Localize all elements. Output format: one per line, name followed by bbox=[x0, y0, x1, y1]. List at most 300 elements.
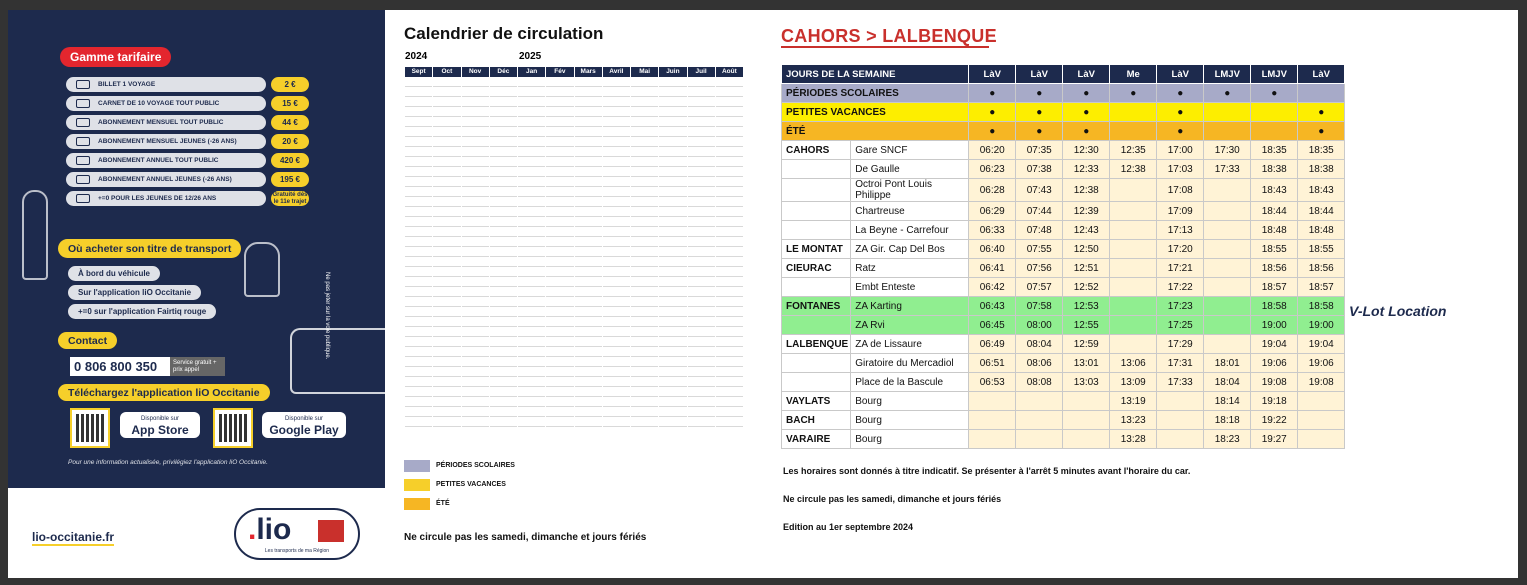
city-cell bbox=[782, 278, 851, 297]
time-cell: 19:04 bbox=[1251, 335, 1298, 354]
time-cell: 06:20 bbox=[969, 141, 1016, 160]
time-cell bbox=[1204, 179, 1251, 202]
city-cell: VARAIRE bbox=[782, 430, 851, 449]
period-row bbox=[782, 84, 1345, 103]
stop-cell: Place de la Bascule bbox=[851, 373, 969, 392]
year-label: 2025 bbox=[519, 51, 542, 62]
month-header: Avril bbox=[603, 67, 631, 77]
qr-code-googleplay[interactable] bbox=[213, 408, 253, 448]
time-cell bbox=[1063, 411, 1110, 430]
time-cell bbox=[1110, 297, 1157, 316]
stop-cell: ZA Karting bbox=[851, 297, 969, 316]
vertical-notice: Ne pas jeter sur la voie publique. bbox=[324, 272, 330, 360]
time-cell: 07:58 bbox=[1016, 297, 1063, 316]
time-cell: 08:06 bbox=[1016, 354, 1063, 373]
month-column bbox=[716, 77, 744, 434]
where-heading: Où acheter son titre de transport bbox=[58, 239, 241, 258]
city-cell bbox=[782, 221, 851, 240]
tariff-label: ABONNEMENT ANNUEL TOUT PUBLIC bbox=[66, 153, 266, 168]
month-header: Déc bbox=[490, 67, 518, 77]
tariff-label: ABONNEMENT MENSUEL TOUT PUBLIC bbox=[66, 115, 266, 130]
time-cell: 17:13 bbox=[1157, 221, 1204, 240]
time-cell: 06:29 bbox=[969, 202, 1016, 221]
time-cell bbox=[1298, 430, 1345, 449]
stop-cell: La Beyne - Carrefour bbox=[851, 221, 969, 240]
time-cell: 07:43 bbox=[1016, 179, 1063, 202]
time-cell: 07:48 bbox=[1016, 221, 1063, 240]
time-cell: 18:38 bbox=[1298, 160, 1345, 179]
time-cell: 18:23 bbox=[1204, 430, 1251, 449]
time-cell: 19:27 bbox=[1251, 430, 1298, 449]
tariff-label: +=0 POUR LES JEUNES DE 12/26 ANS bbox=[66, 191, 266, 206]
tariff-heading: Gamme tarifaire bbox=[60, 47, 171, 67]
time-cell: 18:55 bbox=[1298, 240, 1345, 259]
stop-row bbox=[782, 278, 1345, 297]
period-dot: ● bbox=[1063, 122, 1110, 141]
time-cell: 18:35 bbox=[1251, 141, 1298, 160]
download-heading: Téléchargez l'application liO Occitanie bbox=[58, 384, 270, 401]
time-cell: 13:01 bbox=[1063, 354, 1110, 373]
time-cell bbox=[1157, 392, 1204, 411]
time-cell: 18:48 bbox=[1298, 221, 1345, 240]
tariff-price: 195 € bbox=[271, 172, 309, 187]
tariff-row bbox=[66, 77, 309, 92]
time-cell: 12:33 bbox=[1063, 160, 1110, 179]
time-cell: 06:23 bbox=[969, 160, 1016, 179]
qr-code-appstore[interactable] bbox=[70, 408, 110, 448]
stop-cell: ZA Gir. Cap Del Bos bbox=[851, 240, 969, 259]
tariff-label: BILLET 1 VOYAGE bbox=[66, 77, 266, 92]
stop-row bbox=[782, 179, 1345, 202]
month-header: Nov bbox=[462, 67, 490, 77]
city-cell: CIEURAC bbox=[782, 259, 851, 278]
stop-cell: ZA Rvi bbox=[851, 316, 969, 335]
month-header: Oct bbox=[433, 67, 461, 77]
lio-logo-text: .lio bbox=[248, 513, 292, 546]
stop-row bbox=[782, 202, 1345, 221]
time-cell: 19:06 bbox=[1251, 354, 1298, 373]
time-cell: 06:33 bbox=[969, 221, 1016, 240]
time-cell bbox=[1204, 221, 1251, 240]
lio-logo-subtitle: Les transports de ma Région bbox=[264, 548, 330, 554]
city-cell bbox=[782, 354, 851, 373]
tariff-row bbox=[66, 191, 309, 206]
tariff-price: Gratuité dès le 11e trajet bbox=[272, 191, 308, 205]
time-cell: 07:57 bbox=[1016, 278, 1063, 297]
month-header: Fév bbox=[546, 67, 574, 77]
stop-cell: ZA de Lissaure bbox=[851, 335, 969, 354]
tariff-row bbox=[66, 96, 309, 111]
time-cell: 12:52 bbox=[1063, 278, 1110, 297]
calendar-footer: Ne circule pas les samedi, dimanche et jours fériés bbox=[404, 532, 647, 543]
time-cell: 18:58 bbox=[1251, 297, 1298, 316]
month-column bbox=[433, 77, 461, 434]
tariff-price: 420 € bbox=[271, 153, 309, 168]
time-cell bbox=[1110, 278, 1157, 297]
time-cell: 19:04 bbox=[1298, 335, 1345, 354]
calendar-title: Calendrier de circulation bbox=[404, 24, 604, 43]
time-cell: 18:01 bbox=[1204, 354, 1251, 373]
period-dot: ● bbox=[1016, 122, 1063, 141]
phone-box bbox=[70, 357, 225, 376]
time-cell: 17:08 bbox=[1157, 179, 1204, 202]
time-cell: 18:04 bbox=[1204, 373, 1251, 392]
period-dot: ● bbox=[1016, 84, 1063, 103]
header-cell: LMJV bbox=[1251, 65, 1298, 84]
period-dot bbox=[1110, 122, 1157, 141]
timetable-note: Les horaires sont donnés à titre indicatif. Se présenter à l'arrêt 5 minutes avant l'horaire du car. bbox=[783, 466, 1191, 476]
appstore-label: App Store bbox=[131, 423, 189, 437]
route-title: CAHORS > LALBENQUE bbox=[781, 26, 997, 46]
city-cell bbox=[782, 202, 851, 221]
header-cell: LàV bbox=[969, 65, 1016, 84]
time-cell: 12:55 bbox=[1063, 316, 1110, 335]
stop-row bbox=[782, 373, 1345, 392]
time-cell bbox=[1110, 221, 1157, 240]
info-note: Pour une information actualisée, privilégiez l'application liO Occitanie. bbox=[68, 459, 268, 466]
time-cell: 06:51 bbox=[969, 354, 1016, 373]
time-cell: 06:41 bbox=[969, 259, 1016, 278]
period-label: PÉRIODES SCOLAIRES bbox=[782, 84, 969, 103]
period-dot: ● bbox=[1298, 103, 1345, 122]
tariff-label: ABONNEMENT MENSUEL JEUNES (-26 ANS) bbox=[66, 134, 266, 149]
period-dot: ● bbox=[1298, 122, 1345, 141]
time-cell bbox=[1157, 430, 1204, 449]
time-cell: 08:08 bbox=[1016, 373, 1063, 392]
youth-icon bbox=[76, 175, 90, 184]
timetable-header bbox=[782, 65, 1345, 84]
traveler-illustration bbox=[22, 190, 48, 280]
city-cell: LE MONTAT bbox=[782, 240, 851, 259]
phone-number[interactable]: 0 806 800 350 bbox=[74, 359, 158, 374]
header-cell: LàV bbox=[1063, 65, 1110, 84]
tariff-row bbox=[66, 115, 309, 130]
tariff-row bbox=[66, 153, 309, 168]
month-header: Août bbox=[716, 67, 744, 77]
month-column bbox=[659, 77, 687, 434]
month-column bbox=[462, 77, 490, 434]
time-cell bbox=[1016, 430, 1063, 449]
card-icon bbox=[76, 194, 90, 203]
calendar-grid bbox=[405, 67, 744, 434]
city-cell: FONTANES bbox=[782, 297, 851, 316]
website-link[interactable]: lio-occitanie.fr bbox=[32, 530, 115, 544]
header-cell: Me bbox=[1110, 65, 1157, 84]
appstore-button[interactable] bbox=[120, 412, 200, 438]
time-cell bbox=[1204, 278, 1251, 297]
period-dot: ● bbox=[1157, 84, 1204, 103]
time-cell bbox=[1016, 392, 1063, 411]
stop-row bbox=[782, 141, 1345, 160]
time-cell: 18:38 bbox=[1251, 160, 1298, 179]
period-row bbox=[782, 122, 1345, 141]
month-column bbox=[405, 77, 433, 434]
stop-cell: Octroi Pont Louis Philippe bbox=[851, 179, 969, 202]
period-dot bbox=[1110, 103, 1157, 122]
time-cell: 12:50 bbox=[1063, 240, 1110, 259]
googleplay-label: Google Play bbox=[269, 423, 339, 437]
timetable bbox=[781, 64, 1345, 449]
month-header: Sept bbox=[405, 67, 433, 77]
time-cell: 07:44 bbox=[1016, 202, 1063, 221]
tariff-label: ABONNEMENT ANNUEL JEUNES (-26 ANS) bbox=[66, 172, 266, 187]
time-cell bbox=[1298, 392, 1345, 411]
time-cell: 12:51 bbox=[1063, 259, 1110, 278]
time-cell: 08:04 bbox=[1016, 335, 1063, 354]
legend-label: PÉRIODES SCOLAIRES bbox=[436, 462, 515, 469]
time-cell: 12:35 bbox=[1110, 141, 1157, 160]
city-cell bbox=[782, 179, 851, 202]
time-cell bbox=[1204, 335, 1251, 354]
where-item: +=0 sur l'application Fairtiq rouge bbox=[68, 304, 216, 319]
time-cell: 13:09 bbox=[1110, 373, 1157, 392]
timetable-note: Ne circule pas les samedi, dimanche et jours fériés bbox=[783, 494, 1002, 504]
period-dot: ● bbox=[1251, 84, 1298, 103]
city-cell bbox=[782, 373, 851, 392]
timetable-note: Edition au 1er septembre 2024 bbox=[783, 522, 914, 532]
time-cell: 08:00 bbox=[1016, 316, 1063, 335]
time-cell: 17:09 bbox=[1157, 202, 1204, 221]
header-cell: LàV bbox=[1016, 65, 1063, 84]
stop-cell: Chartreuse bbox=[851, 202, 969, 221]
period-dot: ● bbox=[969, 84, 1016, 103]
month-column bbox=[603, 77, 631, 434]
where-item: À bord du véhicule bbox=[68, 266, 160, 281]
contact-heading: Contact bbox=[58, 332, 117, 349]
time-cell: 19:00 bbox=[1251, 316, 1298, 335]
time-cell bbox=[1204, 259, 1251, 278]
time-cell: 18:57 bbox=[1298, 278, 1345, 297]
time-cell: 17:25 bbox=[1157, 316, 1204, 335]
stop-row bbox=[782, 240, 1345, 259]
header-cell: LàV bbox=[1298, 65, 1345, 84]
stop-row bbox=[782, 160, 1345, 179]
month-column bbox=[631, 77, 659, 434]
time-cell bbox=[1110, 202, 1157, 221]
tariff-price: 15 € bbox=[271, 96, 309, 111]
month-header: Mars bbox=[575, 67, 603, 77]
period-dot: ● bbox=[1063, 103, 1110, 122]
time-cell: 06:40 bbox=[969, 240, 1016, 259]
tariff-price: 44 € bbox=[271, 115, 309, 130]
lio-logo bbox=[234, 508, 360, 560]
time-cell bbox=[1204, 316, 1251, 335]
leaflet-page bbox=[8, 10, 1518, 578]
time-cell bbox=[1204, 297, 1251, 316]
time-cell: 17:33 bbox=[1204, 160, 1251, 179]
time-cell: 06:45 bbox=[969, 316, 1016, 335]
period-dot: ● bbox=[969, 122, 1016, 141]
time-cell: 17:31 bbox=[1157, 354, 1204, 373]
header-cell: JOURS DE LA SEMAINE bbox=[782, 65, 969, 84]
legend-swatch-vacances bbox=[404, 479, 430, 491]
time-cell: 12:43 bbox=[1063, 221, 1110, 240]
time-cell: 06:28 bbox=[969, 179, 1016, 202]
header-cell: LMJV bbox=[1204, 65, 1251, 84]
googleplay-small-label: Disponible sur bbox=[284, 416, 324, 422]
month-header: Juil bbox=[688, 67, 716, 77]
month-column bbox=[518, 77, 546, 434]
stop-cell: De Gaulle bbox=[851, 160, 969, 179]
time-cell: 17:33 bbox=[1157, 373, 1204, 392]
time-cell bbox=[1110, 316, 1157, 335]
card-icon bbox=[76, 156, 90, 165]
time-cell: 18:44 bbox=[1298, 202, 1345, 221]
legend-swatch-ete bbox=[404, 498, 430, 510]
city-cell: VAYLATS bbox=[782, 392, 851, 411]
time-cell: 19:06 bbox=[1298, 354, 1345, 373]
region-logo bbox=[318, 520, 344, 542]
time-cell: 06:49 bbox=[969, 335, 1016, 354]
time-cell: 17:30 bbox=[1204, 141, 1251, 160]
time-cell bbox=[1063, 430, 1110, 449]
time-cell: 19:22 bbox=[1251, 411, 1298, 430]
time-cell: 18:44 bbox=[1251, 202, 1298, 221]
time-cell: 12:30 bbox=[1063, 141, 1110, 160]
card-icon bbox=[76, 118, 90, 127]
stop-row bbox=[782, 411, 1345, 430]
stop-row bbox=[782, 316, 1345, 335]
legend-label: PETITES VACANCES bbox=[436, 481, 506, 488]
period-dot: ● bbox=[1204, 84, 1251, 103]
period-dot bbox=[1204, 122, 1251, 141]
period-dot bbox=[1251, 103, 1298, 122]
tariff-price: 2 € bbox=[271, 77, 309, 92]
stop-row bbox=[782, 297, 1345, 316]
period-dot: ● bbox=[1063, 84, 1110, 103]
time-cell: 17:29 bbox=[1157, 335, 1204, 354]
period-dot: ● bbox=[1157, 122, 1204, 141]
time-cell: 17:03 bbox=[1157, 160, 1204, 179]
month-column bbox=[688, 77, 716, 434]
stop-cell: Bourg bbox=[851, 411, 969, 430]
time-cell bbox=[1110, 179, 1157, 202]
stop-row bbox=[782, 430, 1345, 449]
stop-row bbox=[782, 354, 1345, 373]
city-cell bbox=[782, 160, 851, 179]
calendar-days bbox=[405, 77, 744, 434]
time-cell: 18:48 bbox=[1251, 221, 1298, 240]
time-cell: 13:28 bbox=[1110, 430, 1157, 449]
time-cell bbox=[1110, 259, 1157, 278]
time-cell: 18:14 bbox=[1204, 392, 1251, 411]
time-cell: 18:35 bbox=[1298, 141, 1345, 160]
time-cell: 07:38 bbox=[1016, 160, 1063, 179]
time-cell: 18:57 bbox=[1251, 278, 1298, 297]
tariff-list bbox=[66, 77, 309, 210]
ticket-book-icon bbox=[76, 99, 90, 108]
time-cell bbox=[1298, 411, 1345, 430]
time-cell: 18:18 bbox=[1204, 411, 1251, 430]
elderly-couple-illustration bbox=[244, 242, 280, 297]
time-cell bbox=[1110, 240, 1157, 259]
year-label: 2024 bbox=[405, 51, 428, 62]
time-cell: 17:20 bbox=[1157, 240, 1204, 259]
period-dot bbox=[1204, 103, 1251, 122]
month-column bbox=[490, 77, 518, 434]
time-cell: 17:22 bbox=[1157, 278, 1204, 297]
month-header: Mai bbox=[631, 67, 659, 77]
time-cell: 18:58 bbox=[1298, 297, 1345, 316]
time-cell bbox=[1016, 411, 1063, 430]
period-dot bbox=[1298, 84, 1345, 103]
month-header: Jan bbox=[518, 67, 546, 77]
legend-swatch-scolaire bbox=[404, 460, 430, 472]
time-cell: 18:55 bbox=[1251, 240, 1298, 259]
calendar-month-header bbox=[405, 67, 744, 77]
header-cell: LàV bbox=[1157, 65, 1204, 84]
time-cell bbox=[1063, 392, 1110, 411]
info-panel bbox=[8, 10, 385, 488]
stop-cell: Embt Enteste bbox=[851, 278, 969, 297]
time-cell: 18:56 bbox=[1251, 259, 1298, 278]
stop-row bbox=[782, 259, 1345, 278]
time-cell: 18:56 bbox=[1298, 259, 1345, 278]
stop-cell: Ratz bbox=[851, 259, 969, 278]
period-row bbox=[782, 103, 1345, 122]
tariff-price: 20 € bbox=[271, 134, 309, 149]
time-cell: 12:53 bbox=[1063, 297, 1110, 316]
googleplay-button[interactable] bbox=[262, 412, 346, 438]
period-dot: ● bbox=[969, 103, 1016, 122]
time-cell: 12:39 bbox=[1063, 202, 1110, 221]
time-cell: 07:55 bbox=[1016, 240, 1063, 259]
stop-cell: Gare SNCF bbox=[851, 141, 969, 160]
time-cell: 12:38 bbox=[1110, 160, 1157, 179]
time-cell: 13:06 bbox=[1110, 354, 1157, 373]
time-cell: 12:38 bbox=[1063, 179, 1110, 202]
time-cell: 12:59 bbox=[1063, 335, 1110, 354]
stop-row bbox=[782, 392, 1345, 411]
time-cell bbox=[969, 430, 1016, 449]
time-cell: 06:42 bbox=[969, 278, 1016, 297]
month-column bbox=[575, 77, 603, 434]
stop-row bbox=[782, 221, 1345, 240]
stop-cell: Giratoire du Mercadiol bbox=[851, 354, 969, 373]
time-cell: 17:00 bbox=[1157, 141, 1204, 160]
stop-cell: Bourg bbox=[851, 430, 969, 449]
tariff-label: CARNET DE 10 VOYAGE TOUT PUBLIC bbox=[66, 96, 266, 111]
phone-note: Service gratuit + prix appel bbox=[170, 357, 225, 376]
time-cell bbox=[969, 411, 1016, 430]
period-dot bbox=[1251, 122, 1298, 141]
city-cell: BACH bbox=[782, 411, 851, 430]
month-column bbox=[546, 77, 574, 434]
time-cell bbox=[1110, 335, 1157, 354]
time-cell: 17:23 bbox=[1157, 297, 1204, 316]
period-dot: ● bbox=[1157, 103, 1204, 122]
tariff-row bbox=[66, 134, 309, 149]
time-cell: 18:43 bbox=[1298, 179, 1345, 202]
period-dot: ● bbox=[1016, 103, 1063, 122]
legend-label: ÉTÉ bbox=[436, 500, 450, 507]
time-cell: 19:08 bbox=[1251, 373, 1298, 392]
time-cell: 13:03 bbox=[1063, 373, 1110, 392]
time-cell: 13:19 bbox=[1110, 392, 1157, 411]
time-cell: 06:53 bbox=[969, 373, 1016, 392]
route-title-underline bbox=[781, 46, 989, 48]
stop-row bbox=[782, 335, 1345, 354]
period-label: PETITES VACANCES bbox=[782, 103, 969, 122]
side-label: V-Lot Location bbox=[1349, 303, 1447, 319]
stop-cell: Bourg bbox=[851, 392, 969, 411]
city-cell: CAHORS bbox=[782, 141, 851, 160]
time-cell: 18:43 bbox=[1251, 179, 1298, 202]
month-header: Juin bbox=[659, 67, 687, 77]
time-cell: 17:21 bbox=[1157, 259, 1204, 278]
time-cell: 19:00 bbox=[1298, 316, 1345, 335]
city-cell bbox=[782, 316, 851, 335]
